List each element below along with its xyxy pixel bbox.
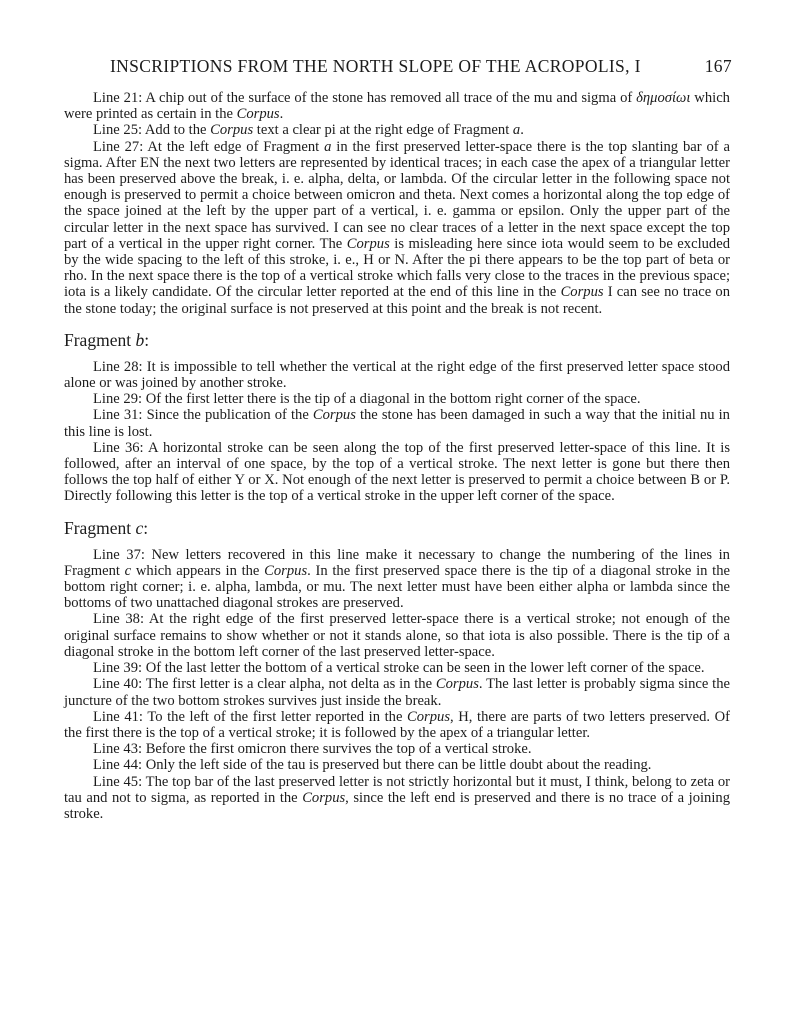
note-text: the stone has been damaged in such a way that the initial nu in this line is lost. — [64, 407, 730, 440]
line-label: Line 44: — [93, 757, 143, 774]
note-paragraph — [64, 440, 730, 505]
section-heading-letter: b — [135, 329, 145, 350]
italic-text: Corpus — [236, 106, 280, 123]
note-paragraph — [64, 774, 730, 823]
note-paragraph — [64, 676, 730, 708]
article-body — [64, 90, 730, 822]
note-paragraph — [64, 741, 730, 757]
note-text: The top bar of the last preserved letter is not strictly horizontal but it must, I think, belong to zeta or tau and not to sigma, as reported in the — [64, 773, 731, 806]
italic-text: a — [324, 138, 332, 155]
note-text: text a clear pi at the right edge of Fragment — [253, 122, 513, 139]
section-heading — [64, 518, 730, 538]
italic-text: δημοσίωι — [636, 90, 691, 106]
note-paragraph — [64, 90, 730, 122]
page-number: 167 — [704, 56, 732, 76]
note-text: Of the first letter there is the tip of a diagonal in the bottom right corner of the space. — [142, 391, 641, 408]
line-label: Line 45: — [93, 773, 143, 790]
line-label: Line 21: — [93, 90, 143, 106]
italic-text: Corpus — [210, 122, 254, 139]
note-text: A horizontal stroke can be seen along the top of the first preserved letter-space of this line. It is followed, after an interval of one space, by the top of a vertical stroke. The next letter is gone but there then follows the top half of either Y or X. Not enough of the next letter is preserved to permit a choice between B or P. Directly following this letter is the top of a vertical stroke in the upper left corner of the space. — [64, 439, 731, 505]
note-paragraph — [64, 611, 730, 660]
note-text: I can see no trace on the stone today; the original surface is not preserved at this point and the break is not recent. — [64, 284, 731, 317]
note-text: in the first preserved letter-space there is the top slanting bar of a sigma. After EN the next two letters are represented by identical traces; in each case the apex of a triangular letter has been preserved above the break, i. e. alpha, delta, or lambda. Of the circular letter in the following space not enough is preserved to permit a choice between omicron and theta. Next comes a horizontal along the top edge of the space joined at the left by the upper part of a vertical, i. e. gamma or epsilon. Only the upper part of the circular letter in the next space has survived. I can see no clear traces of a letter in the next space except the top part of a vertical in the upper right corner. The — [64, 138, 730, 252]
note-text: . — [279, 106, 284, 123]
italic-text: Corpus — [346, 235, 390, 252]
note-text: At the right edge of the first preserved letter-space there is a vertical stroke; not enough of the original surface remains to show whether or not it stands alone, so that iota is also possible. There is the tip of a diagonal stroke in the bottom left corner of the last preserved letter-space. — [64, 611, 730, 660]
italic-text: a — [512, 122, 521, 139]
note-text: To the left of the first letter reported in the — [143, 708, 408, 725]
italic-text: Corpus — [312, 407, 356, 424]
note-text: Of the last letter the bottom of a vertical stroke can be seen in the lower left corner of the space. — [142, 660, 705, 677]
note-text: Since the publication of the — [142, 407, 313, 424]
note-paragraph — [64, 359, 730, 391]
line-label: Line 38: — [93, 611, 145, 628]
line-label: Line 41: — [93, 708, 143, 725]
line-label: Line 28: — [93, 358, 143, 375]
italic-text: Corpus — [560, 284, 604, 301]
running-header — [110, 56, 732, 77]
note-text: . In the first preserved space there is the tip of a diagonal stroke in the bottom right corner; i. e. alpha, lambda, or mu. The next letter must have been either alpha or lambda since the bottoms of two unattached diagonal strokes are preserved. — [64, 562, 730, 612]
note-paragraph — [64, 139, 730, 317]
note-text: , since the left end is preserved and there is no trace of a joining stroke. — [64, 789, 730, 822]
section-heading — [64, 330, 730, 350]
section-heading-colon: : — [144, 329, 150, 350]
section-heading-letter: c — [135, 517, 144, 538]
note-text: It is impossible to tell whether the vertical at the right edge of the first preserved letter space stood alone or was joined by another stroke. — [64, 358, 730, 392]
note-paragraph — [64, 407, 730, 439]
note-text: is misleading here since iota would seem to be excluded by the wide spacing to the left of this stroke, i. e., H or N. After the pi there appears to be the top part of beta or rho. In the next space there is the top of a vertical stroke which falls very close to the traces in the previous space; iota is a likely candidate. Of the circular letter reported at the end of this line in the — [64, 235, 730, 301]
line-label: Line 25: — [93, 122, 143, 139]
line-label: Line 40: — [93, 676, 143, 693]
line-label: Line 36: — [93, 439, 144, 456]
note-text: At the left edge of Fragment — [143, 138, 325, 155]
line-label: Line 37: — [93, 546, 145, 563]
note-paragraph — [64, 547, 730, 612]
note-text: which appears in the — [131, 562, 265, 579]
note-paragraph — [64, 709, 730, 741]
note-text: , H, there are parts of two letters preserved. Of the first there is the top of a vertical stroke; it is followed by the apex of a triangular letter. — [64, 708, 731, 741]
italic-text: Corpus — [302, 789, 346, 806]
note-text: New letters recovered in this line make it necessary to change the numbering of the lines in Fragment — [64, 546, 730, 579]
running-title: INSCRIPTIONS FROM THE NORTH SLOPE OF THE ACROPOLIS, I — [110, 56, 641, 76]
note-paragraph — [64, 660, 730, 676]
section-heading-colon: : — [143, 517, 149, 538]
italic-text: c — [124, 562, 132, 579]
section-heading-word: Fragment — [64, 517, 136, 538]
line-label: Line 29: — [93, 391, 143, 408]
line-label: Line 27: — [93, 138, 144, 155]
italic-text: Corpus — [264, 562, 308, 579]
note-paragraph — [64, 757, 730, 773]
line-label: Line 39: — [93, 660, 143, 677]
line-label: Line 31: — [93, 407, 143, 424]
note-text: Only the left side of the tau is preserved but there can be little doubt about the reading. — [142, 757, 652, 774]
italic-text: Corpus — [407, 708, 450, 725]
note-text: Add to the — [142, 122, 211, 139]
note-paragraph — [64, 122, 730, 138]
note-text: which were printed as certain in the — [64, 90, 730, 123]
note-text: . — [520, 122, 524, 139]
note-text: The first letter is a clear alpha, not delta as in the — [142, 676, 436, 693]
line-label: Line 43: — [93, 741, 143, 758]
note-text: . The last letter is probably sigma since the juncture of the two bottom strokes survives just inside the break. — [64, 676, 730, 709]
section-heading-word: Fragment — [64, 329, 136, 350]
italic-text: Corpus — [435, 676, 479, 693]
note-text: Before the first omicron there survives the top of a vertical stroke. — [142, 741, 532, 758]
note-paragraph — [64, 391, 730, 407]
note-text: A chip out of the surface of the stone has removed all trace of the mu and sigma of — [142, 90, 637, 106]
